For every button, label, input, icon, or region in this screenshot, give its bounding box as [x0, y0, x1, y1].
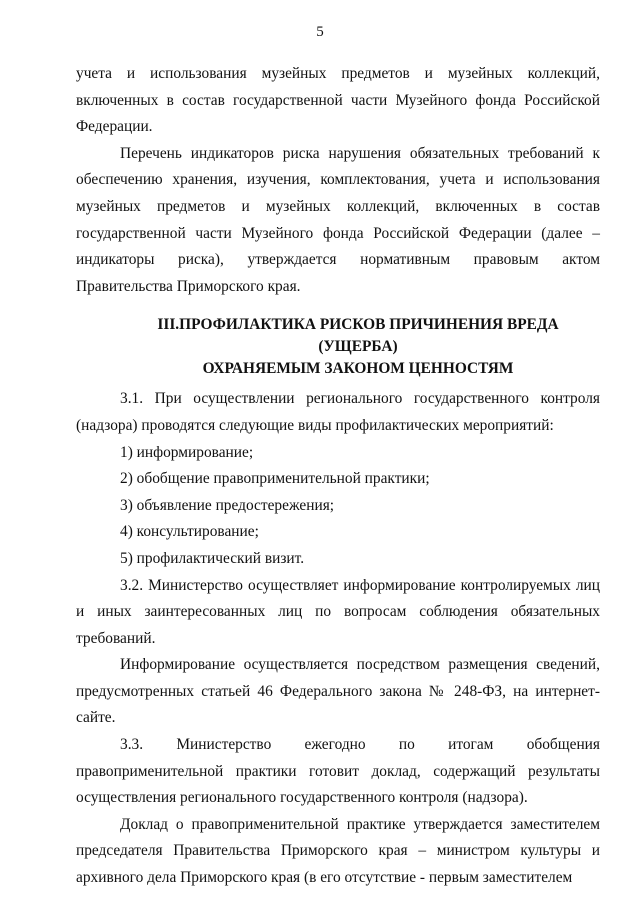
list-item: 4) консультирование; — [120, 523, 259, 541]
list-item: 5) профилактический визит. — [120, 549, 305, 567]
list-item: 1) информирование; — [120, 443, 254, 461]
section-heading-line-1: III.ПРОФИЛАКТИКА РИСКОВ ПРИЧИНЕНИЯ ВРЕДА (УЩЕРБА) — [157, 316, 559, 356]
section-heading — [76, 314, 600, 380]
paragraph-continuation: учета и использования музейных предметов и музейных коллекций, включенных в состав государственной части Музейного фонда Российской Федерации. — [76, 65, 600, 136]
paragraph-informing: Информирование осуществляется посредством размещения сведений, предусмотренных статьей 46 Федерального закона № 248-ФЗ, на интернет-сайте. — [76, 656, 600, 727]
list-item: 2) обобщение правоприменительной практики; — [120, 470, 430, 488]
page-number: 5 — [316, 24, 324, 40]
paragraph-3-1: 3.1. При осуществлении регионального государственного контроля (надзора) проводятся следующие виды профилактических мероприятий: — [76, 390, 600, 434]
section-heading-line-2: ОХРАНЯЕМЫМ ЗАКОНОМ ЦЕННОСТЯМ — [202, 360, 514, 378]
document-body — [76, 61, 600, 892]
paragraph-3-2: 3.2. Министерство осуществляет информирование контролируемых лиц и иных заинтересованных лиц по вопросам соблюдения обязательных требований. — [76, 576, 600, 647]
list-item: 3) объявление предостережения; — [120, 496, 335, 514]
paragraph-3-3: 3.3. Министерство ежегодно по итогам обобщения правоприменительной практики готовит доклад, содержащий результаты осуществления регионального государственного контроля (надзора). — [76, 736, 600, 807]
paragraph-risk-indicators: Перечень индикаторов риска нарушения обязательных требований к обеспечению хранения, изучения, комплектования, учета и использования музейных предметов и музейных коллекций, включенных в состав государственной части Музейного фонда Российской Федерации (далее – индикаторы риска), утверждается нормативным правовым актом Правительства Приморского края. — [76, 144, 600, 295]
paragraph-report: Доклад о правоприменительной практике утверждается заместителем председателя Правительства Приморского края – министром культуры и архивного дела Приморского края (в его отсутствие - первым заместителем — [76, 815, 600, 887]
